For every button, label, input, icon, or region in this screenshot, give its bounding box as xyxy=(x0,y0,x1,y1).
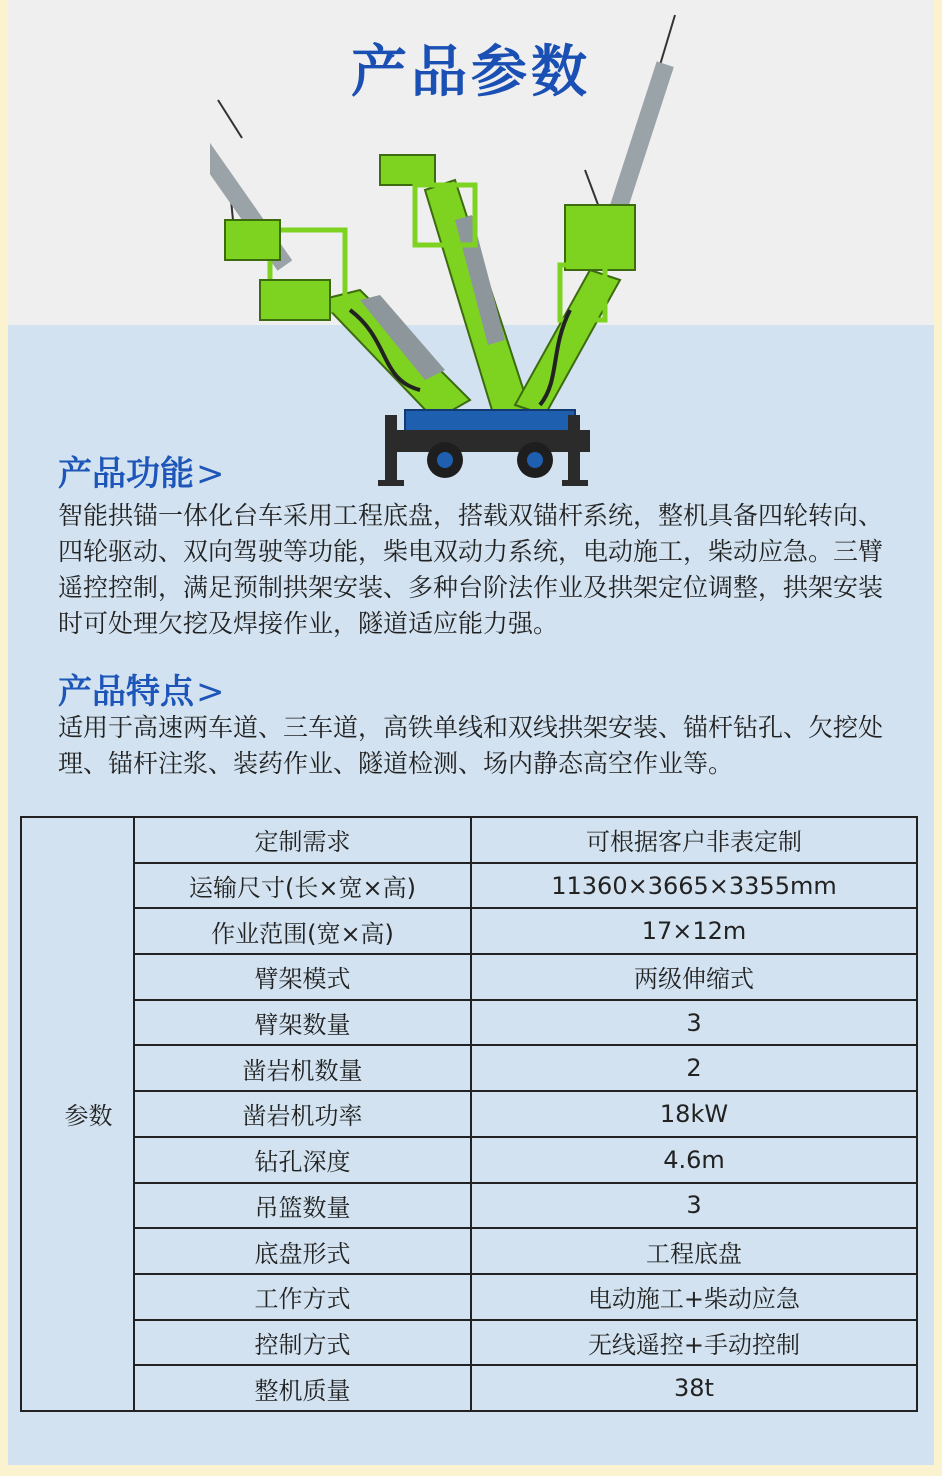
param-value: 3 xyxy=(471,1183,917,1229)
param-name: 工作方式 xyxy=(134,1274,471,1320)
chevron-right-icon: > xyxy=(196,672,225,712)
param-value: 无线遥控+手动控制 xyxy=(471,1320,917,1366)
param-value: 2 xyxy=(471,1045,917,1091)
table-row xyxy=(21,1365,917,1411)
param-value: 3 xyxy=(471,1000,917,1046)
rig-machine-image xyxy=(210,10,710,490)
params-table xyxy=(20,816,918,1412)
table-row xyxy=(21,863,917,909)
chevron-right-icon: > xyxy=(196,454,225,494)
param-name: 定制需求 xyxy=(134,817,471,863)
table-row xyxy=(21,1228,917,1274)
table-row xyxy=(21,1137,917,1183)
param-name: 运输尺寸(长×宽×高) xyxy=(134,863,471,909)
params-row-header: 参数 xyxy=(21,817,134,1411)
table-row xyxy=(21,954,917,1000)
product-features-title: 产品特点 xyxy=(58,672,194,712)
param-name: 控制方式 xyxy=(134,1320,471,1366)
param-value: 11360×3665×3355mm xyxy=(471,863,917,909)
param-name: 整机质量 xyxy=(134,1365,471,1411)
param-name: 凿岩机数量 xyxy=(134,1045,471,1091)
param-value: 17×12m xyxy=(471,908,917,954)
param-name: 作业范围(宽×高) xyxy=(134,908,471,954)
table-row xyxy=(21,908,917,954)
table-row xyxy=(21,1000,917,1046)
table-row xyxy=(21,817,917,863)
table-row xyxy=(21,1274,917,1320)
param-name: 底盘形式 xyxy=(134,1228,471,1274)
bottom-border xyxy=(0,1465,942,1476)
param-value: 18kW xyxy=(471,1091,917,1137)
product-features-text: 适用于高速两车道、三车道，高铁单线和双线拱架安装、锚杆钻孔、欠挖处理、锚杆注浆、装药作业、隧道检测、场内静态高空作业等。 xyxy=(58,713,884,778)
param-value: 电动施工+柴动应急 xyxy=(471,1274,917,1320)
product-function-text: 智能拱锚一体化台车采用工程底盘，搭载双锚杆系统，整机具备四轮转向、四轮驱动、双向驾驶等功能，柴电双动力系统，电动施工，柴动应急。三臂遥控控制，满足预制拱架安装、多种台阶法作业及拱架定位调整，拱架安装时可处理欠挖及焊接作业，隧道适应能力强。 xyxy=(58,501,884,638)
page-title: 产品参数 xyxy=(351,40,591,105)
table-row xyxy=(21,1320,917,1366)
product-function-heading xyxy=(58,446,225,495)
left-border xyxy=(0,0,8,1476)
param-name: 臂架模式 xyxy=(134,954,471,1000)
param-name: 臂架数量 xyxy=(134,1000,471,1046)
right-border xyxy=(934,0,942,1476)
product-function-title: 产品功能 xyxy=(58,454,194,494)
param-name: 凿岩机功率 xyxy=(134,1091,471,1137)
param-value: 可根据客户非表定制 xyxy=(471,817,917,863)
param-value: 38t xyxy=(471,1365,917,1411)
params-table-body xyxy=(21,817,917,1411)
table-row xyxy=(21,1045,917,1091)
product-features-heading xyxy=(58,664,225,713)
param-value: 工程底盘 xyxy=(471,1228,917,1274)
param-value: 两级伸缩式 xyxy=(471,954,917,1000)
table-row xyxy=(21,1183,917,1229)
table-row xyxy=(21,1091,917,1137)
param-name: 吊篮数量 xyxy=(134,1183,471,1229)
param-value: 4.6m xyxy=(471,1137,917,1183)
param-name: 钻孔深度 xyxy=(134,1137,471,1183)
